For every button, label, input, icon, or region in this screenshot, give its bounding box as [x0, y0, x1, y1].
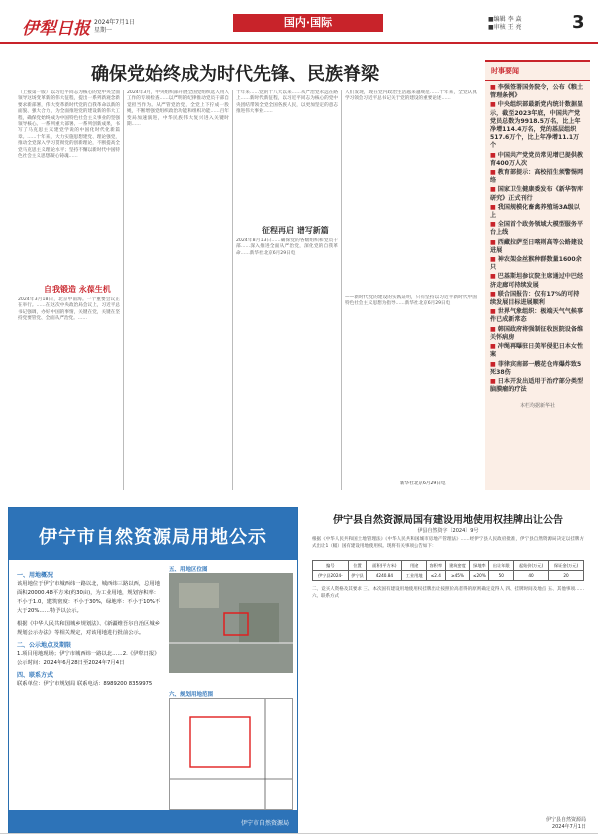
table-header-cell: 容积率 — [426, 561, 445, 571]
notice-heading: 二、公示地点及期限 — [17, 642, 72, 649]
article-column-2: 2024年3月，中央组织部开展全国党组织选人用人工作的专项检查……以严明的纪律推动党员干部自觉担当作为。从严管党治党，全党上下拧成一股绳，不断增强党组织政治功能和组织功能……百年变局加速演进，中华民族伟大复兴进入关键时期…… — [127, 90, 229, 128]
notice-banner — [9, 508, 297, 560]
weekday-line: 星期一 — [94, 27, 113, 34]
bullet-icon: ■ — [490, 273, 496, 281]
brief-item — [490, 101, 585, 150]
location-map — [169, 573, 293, 673]
article-dateline: 新华社北京6月29日电 — [400, 481, 446, 486]
brief-text: 菲律宾南部一艘花仓库爆炸致5死38伤 — [490, 360, 582, 376]
brief-item — [490, 186, 585, 202]
notice-title: 伊宁市自然资源局用地公示 — [39, 527, 267, 548]
brief-text: 教育部提示：高校招生须警惕网络 — [490, 169, 584, 185]
bullet-icon: ■ — [490, 377, 496, 385]
auction-title: 伊宁县自然资源局国有建设用地使用权挂牌出让公告 — [333, 515, 563, 526]
brief-text: 神农架金丝猴种群数量1600余只 — [490, 256, 582, 272]
table-row — [313, 571, 584, 581]
brief-item — [490, 361, 585, 377]
bullet-icon: ■ — [490, 203, 496, 211]
notice-heading: 四、联系方式 — [17, 672, 54, 679]
column-divider — [123, 90, 124, 490]
page-bottom-rule — [0, 833, 598, 834]
brief-item — [490, 169, 585, 185]
issue-date — [94, 19, 135, 35]
bullet-icon: ■ — [490, 343, 496, 351]
table-header-cell: 面积(平方米) — [367, 561, 402, 571]
brief-item — [490, 343, 585, 359]
brief-item — [490, 326, 585, 342]
article-column-4b: ——新时代党的建设的实践证明，只有坚持以习近平新时代中国特色社会主义思想为指导……新华社北京6月29日电 — [345, 295, 477, 307]
article-column-1b: 2024年3月18日，北京中南海。一个重要会议正在举行。……在这次中央政治局会议上，习近平总书记强调，办好中国的事情，关键在党，关键在坚持党要管党、全面从严治党。…… — [18, 297, 120, 322]
brief-item — [490, 239, 585, 255]
brief-text: 国家卫生健康委发布《新华智库研究》正式刊行 — [490, 186, 584, 202]
brief-text: 巴基斯坦参议院主席通过中巴经济走廊可持续发展 — [490, 273, 584, 289]
column-divider — [232, 90, 233, 490]
bullet-icon: ■ — [490, 238, 496, 246]
notice-body — [17, 568, 162, 689]
notice-heading: 一、用地概况 — [17, 572, 54, 579]
bullet-icon: ■ — [490, 169, 496, 177]
map-heading: 六、规划用地范围 — [169, 692, 214, 698]
editor-credits — [488, 16, 521, 32]
land-use-notice — [8, 507, 298, 833]
table-cell: 工业用地 — [402, 571, 427, 581]
table-cell: 伊宁县 — [348, 571, 367, 581]
table-header-cell: 起始价(万元) — [514, 561, 549, 571]
editor-line: ■编辑 李 焱 — [488, 16, 522, 23]
brief-item — [490, 221, 585, 237]
site-plan-icon — [170, 699, 292, 809]
table-cell: 40 — [514, 571, 549, 581]
sidebar-title: 时事要闻 — [485, 62, 590, 81]
table-cell: 20 — [549, 571, 584, 581]
date-line: 2024年7月1日 — [94, 19, 135, 26]
map-heading: 五、用地区位图 — [169, 567, 208, 573]
auction-reference: 伊县自然资字〔2024〕9号 — [417, 528, 479, 534]
brief-text: 李强签署国务院令，公布《粮土管理条例》 — [490, 84, 584, 100]
brief-text: 韩国政府将强制征收医院设备维关怀病房 — [490, 325, 584, 341]
notice-paragraph: 联系单位：伊宁市规划局 联系电话：8989200 8359975 — [17, 681, 153, 687]
bullet-icon: ■ — [490, 101, 496, 109]
land-auction-notice — [306, 507, 590, 833]
table-header-cell: 保证金(万元) — [549, 561, 584, 571]
article-column-1: （上接第一版）以习近平同志为核心的党中央全面领导这场变革新的伟大征程，提出一系列新观念新要求新部署，伟大变革新时代党的自我革命以新的面貌、强大合力，为全面推进党的建设新的伟大工程，确保党始终成为中国特色社会主义事业的坚强领导核心。一系列重大部署、一系列创新成果，书写了马克思主义建党学说的中国化时代化新篇章。……十年来，大力实施思想建党、理论强党，推动全党深入学习贯彻党的创新理论，不断提高全党马克思主义理论水平；坚持不懈以新时代中国特色社会主义思想凝心铸魂…… — [18, 90, 120, 160]
auction-signature — [506, 817, 586, 831]
table-cell: ≤2.4 — [426, 571, 445, 581]
notice-paragraph: 公示时间：2024年6月28日至2024年7月4日 — [17, 660, 125, 666]
notice-paragraph: 该用地位于伊宁市城西纬一路以北，城西纬三路以西，总用地面积20000.48平方米(约30亩)，为工业用地，规划容积率：不小于1.0，建筑密度：不小于30%，绿地率：不小于10%不大于20%……特予以公示。 — [17, 581, 161, 614]
brief-list — [485, 81, 590, 398]
table-header-cell: 位置 — [348, 561, 367, 571]
brief-text: 日本开发出适用于治疗部分类型脑膜瘤的疗法 — [490, 377, 584, 394]
article-column-4: 人们发现，现在党内政治生活越来越规范……十年来，全党认真学习领会习近平总书记关于党的建设的重要论述…… — [345, 90, 477, 102]
reviewer-line: ■审核 王 亮 — [488, 24, 522, 31]
brief-text: 我国规模化畜禽养殖场3A级以上 — [490, 203, 580, 220]
brief-text: 中央组织部最新党内统计数据显示，截至2023年底，中国共产党党员总数为9918.5万名，比上年净增114.4万名，党的基层组织517.6万个，比上年净增11.1万个 — [490, 101, 584, 150]
news-briefs-sidebar — [485, 60, 590, 490]
bullet-icon: ■ — [490, 290, 496, 298]
brief-text: 中国共产党党员常见增已提供教育400万人次 — [490, 151, 584, 167]
auction-parcel-table — [312, 560, 584, 581]
newspaper-logo: 伊犁日报 — [22, 19, 90, 39]
bullet-icon: ■ — [490, 256, 496, 264]
brief-text: 世界气象组织：极端天气气候事件已成新常态 — [490, 308, 584, 324]
brief-item — [490, 84, 585, 100]
site-plan-map — [169, 698, 293, 810]
page-number: 3 — [572, 12, 585, 33]
bullet-icon: ■ — [490, 360, 496, 368]
masthead — [0, 0, 598, 44]
notice-footer: 伊宁市自然资源局 — [9, 810, 297, 832]
table-cell: ≥45% — [445, 571, 470, 581]
table-header-cell: 建筑密度 — [445, 561, 470, 571]
table-cell: 50 — [489, 571, 514, 581]
auction-rules: 二、竞买人资格及其要求 三、本次国有建设用地使用权挂牌出让按照价高者得的原则确定竞得人 四、挂牌时间及地点 五、其他事项……六、联系方式 — [312, 587, 584, 599]
brief-item — [490, 291, 585, 307]
signature-date: 2024年7月1日 — [551, 824, 586, 830]
table-cell: 伊宁县2024- — [313, 571, 349, 581]
table-cell: ≤20% — [470, 571, 489, 581]
brief-item — [490, 308, 585, 324]
article-column-3: 十年来……党的十八大以来……从严治党永远在路上……新时代新征程，以习近平同志为核心的党中央团结带领全党全国各族人民，以更加坚定的意志推进伟大事业…… — [236, 90, 338, 115]
article-headline: 确保党始终成为时代先锋、民族脊梁 — [91, 64, 379, 85]
column-divider — [341, 90, 342, 490]
bullet-icon: ■ — [490, 84, 496, 91]
sidebar-source: 本栏均据新华社 — [519, 403, 555, 410]
satellite-map-icon — [169, 573, 293, 673]
brief-item — [490, 204, 585, 220]
table-header-row — [313, 561, 584, 571]
brief-text: 联合国报告：仅有17%的可持续发展目标进展顺利 — [490, 290, 580, 307]
bullet-icon: ■ — [490, 186, 496, 194]
table-header-cell: 绿地率 — [470, 561, 489, 571]
subheading-1: 自我锻造 永葆生机 — [44, 285, 111, 294]
table-header-cell: 出让年限 — [489, 561, 514, 571]
article-column-3b: 2024年8月13日……确保党的各级组织和党员干部……深入推进全面从严治党，深化党的自我革命……新华社北京6月29日电 — [236, 238, 338, 256]
notice-paragraph: 1.项目用地现场；伊宁市城西纬一路以北……2.《伊犁日报》 — [17, 651, 160, 657]
table-header-cell: 用途 — [402, 561, 427, 571]
bullet-icon: ■ — [490, 221, 496, 229]
section-title: 国内·国际 — [233, 14, 383, 32]
brief-item — [490, 152, 585, 168]
bullet-icon: ■ — [490, 151, 496, 159]
notice-paragraph: 根据《中华人民共和国城乡规划法》、《新疆维吾尔自治区城乡规划公示办法》等相关规定，对该用地进行批前公示。 — [17, 621, 161, 636]
table-header-cell: 编号 — [313, 561, 349, 571]
brief-item — [490, 378, 585, 394]
brief-item — [490, 273, 585, 289]
table-cell: 4240.84 — [367, 571, 402, 581]
brief-text: 冲绳再曝驻日美军侵犯日本女性案 — [490, 343, 584, 359]
auction-intro: 根据《中华人民共和国土地管理法》《中华人民共和国城市房地产管理法》……经伊宁县人民政府批准，伊宁县自然资源局决定以挂牌方式出让1（幅）国有建设用地使用权。现将有关事项公告如下： — [312, 537, 584, 549]
brief-text: 西藏拉萨至日喀则高等公路建设进展 — [490, 238, 584, 254]
bullet-icon: ■ — [490, 308, 496, 316]
signature-org: 伊宁县自然资源局 — [545, 817, 586, 823]
brief-text: 全国首个政务领域大模型服务平台上线 — [490, 221, 584, 237]
brief-item — [490, 256, 585, 272]
subheading-2: 征程再启 谱写新篇 — [262, 226, 329, 235]
bullet-icon: ■ — [490, 325, 496, 333]
